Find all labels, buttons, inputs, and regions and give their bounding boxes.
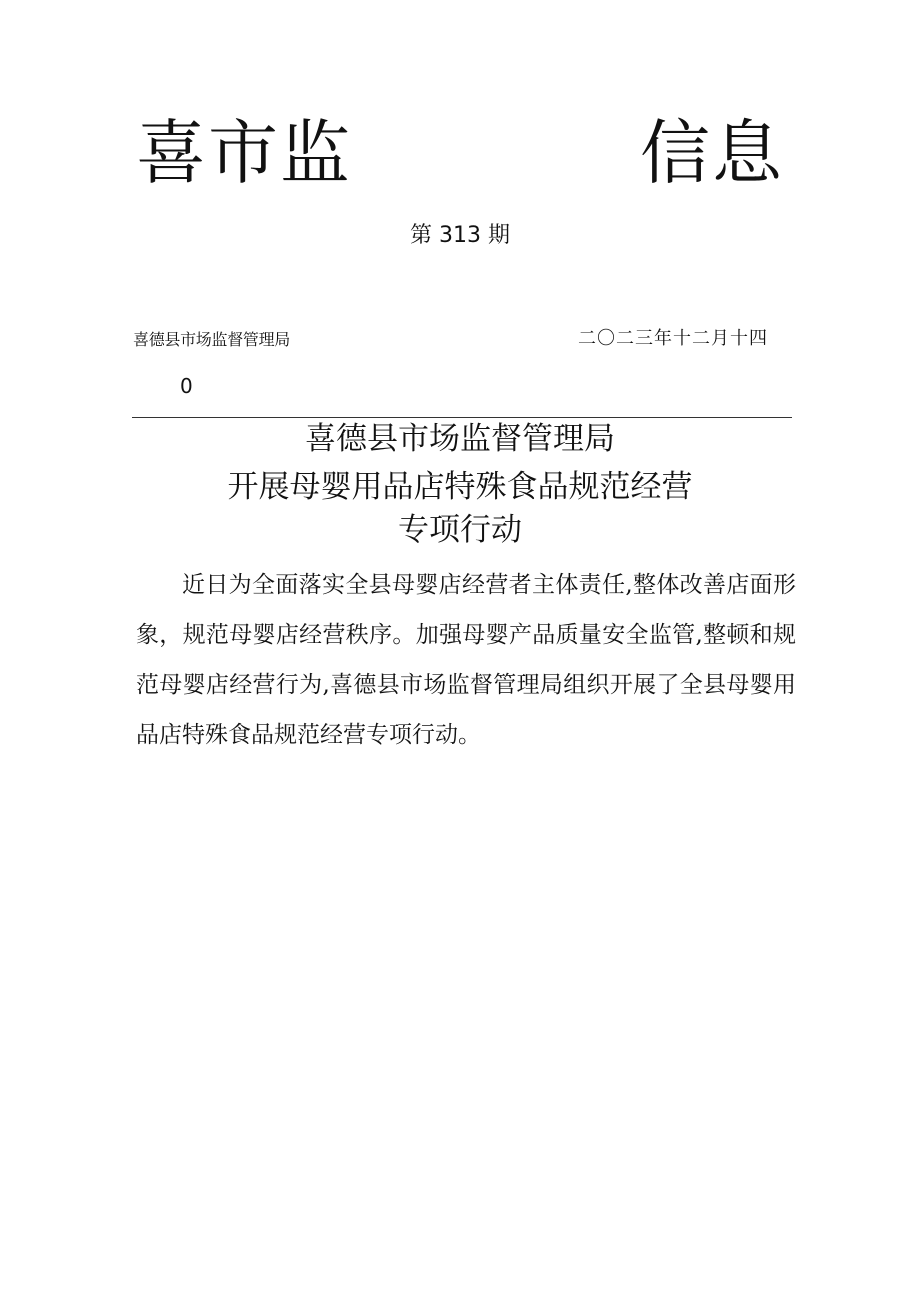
publish-date: 二〇二三年十二月十四	[578, 328, 768, 349]
headline-line-2: 开展母婴用品店特殊食品规范经营	[227, 469, 693, 505]
headline-line-3: 专项行动	[398, 512, 522, 548]
issuer: 喜德县市场监督管理局	[133, 330, 291, 349]
publish-date-tail: 0	[180, 374, 193, 398]
masthead-left: 喜市监	[136, 112, 352, 194]
body-paragraph: 近日为全面落实全县母婴店经营者主体责任,整体改善店面形象，规范母婴店经营秩序。加强母婴产品质量安全监管,整顿和规范母婴店经营行为,喜德县市场监督管理局组织开展了全县母婴用品店特殊食品规范经营专项行动。	[136, 572, 796, 748]
headline-line-1: 喜德县市场监督管理局	[305, 421, 615, 457]
masthead-right: 信息	[640, 112, 784, 194]
divider-line	[132, 417, 792, 418]
issue-number: 第 313 期	[410, 223, 510, 248]
